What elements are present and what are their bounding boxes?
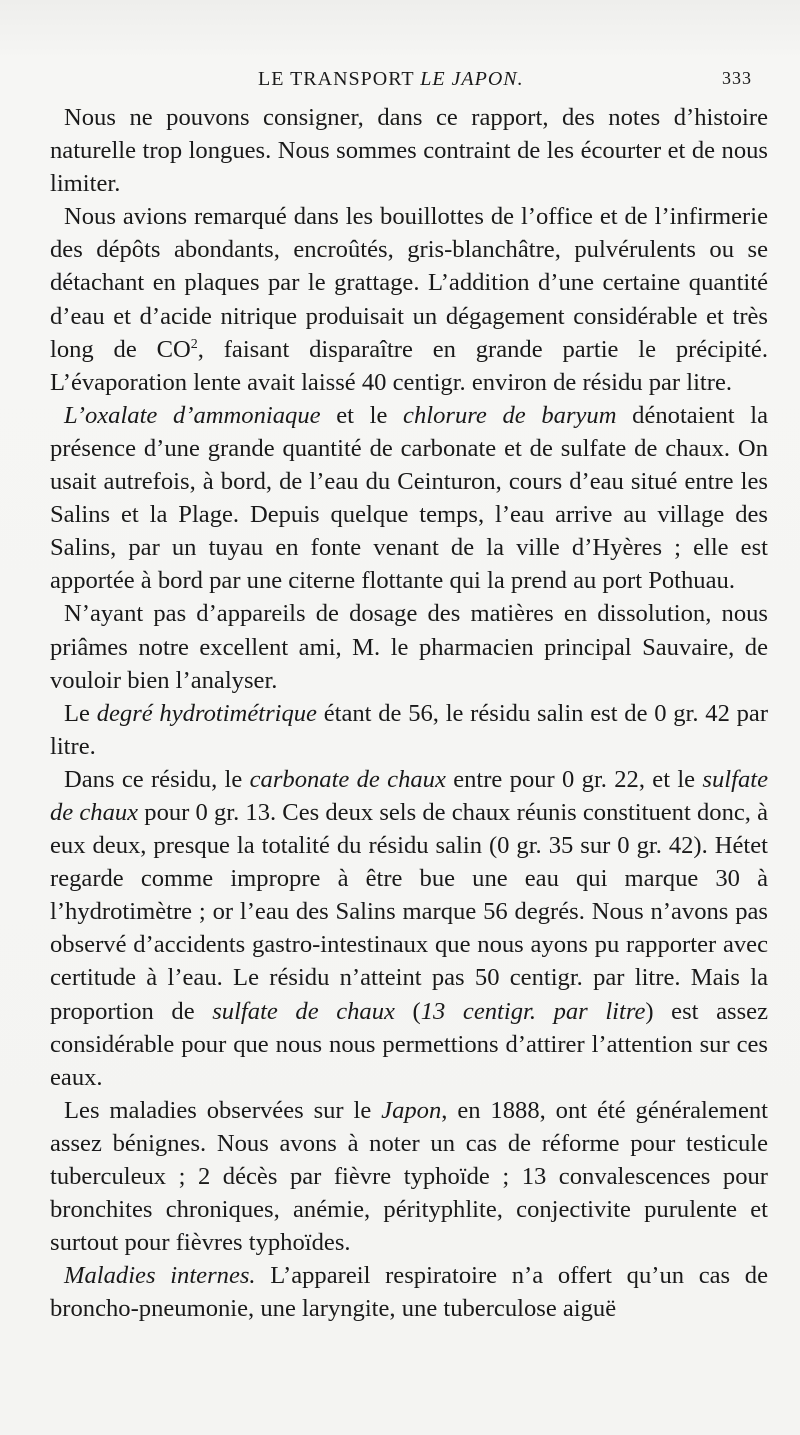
chlorure-term: chlorure de baryum (403, 401, 617, 429)
page-number: 333 (722, 68, 752, 88)
paragraph-4: N’ayant pas d’appareils de dosage des matières en dissolution, nous priâmes notre excellent ami, M. le pharmacien principal Sauvaire, de vouloir bien l’analyser. (50, 600, 768, 694)
paragraph-7 (50, 1094, 768, 1259)
paragraph-6-text-3: pour 0 gr. 13. Ces deux sels de chaux réunis constituent donc, à eux deux, presque la totalité du résidu salin (0 gr. 35 sur 0 gr. 42). Hétet regarde comme impropre à être bue une eau qui marque 30 à l’hydrotimètre ; or l’eau des Salins marque 56 degrés. Nous n’avons pas observé d’accidents gastro-intestinaux que nous ayons pu rapporter avec certitude à l’eau. Le résidu n’atteint pas 50 centigr. par litre. Mais la proportion de (50, 798, 769, 1025)
carbonate-term: carbonate de chaux (249, 765, 446, 793)
body-text (50, 101, 768, 1325)
paragraph-6-text-1: Dans ce résidu, le (64, 765, 250, 793)
paragraph-5 (50, 697, 768, 763)
running-head (0, 64, 800, 94)
japon-term: Japon (381, 1096, 442, 1124)
paragraph-3-text-2: dénotaient la présence d’une grande quantité de carbonate et de sulfate de chaux. On usait autrefois, à bord, de l’eau du Ceinturon, cours d’eau situé entre les Salins et la Plage. Depuis quelque temps, l’eau arrive au village des Salins, par un tuyau en fonte venant de la ville d’Hyères ; elle est apportée à bord par une citerne flottante qui la prend au port Pothuau. (50, 401, 769, 595)
paragraph-3-text-1: et le (320, 401, 404, 429)
oxalate-term: L’oxalate d’ammoniaque (64, 401, 321, 429)
paragraph-1: Nous ne pouvons consigner, dans ce rapport, des notes d’histoire naturelle trop longues. Nous sommes contraint de les écourter et de nous limiter. (50, 104, 768, 198)
paragraph-3 (50, 399, 768, 598)
sulfate-term-1: sulfate de chaux (50, 765, 768, 826)
running-title-part2: LE JAPON. (420, 68, 524, 90)
paragraph-7-text-2: , en 1888, ont été généralement assez bénignes. Nous avons à noter un cas de réforme pour testicule tuberculeux ; 2 décès par fièvre typhoïde ; 13 convalescences pour bronchites chroniques, anémie, pérityphlite, conjectivite purulente et surtout pour fièvres typhoïdes. (50, 1096, 768, 1257)
co2-superscript: 2 (190, 336, 198, 352)
paragraph-2-text-a: Nous avions remarqué dans les bouillottes de l’office et de l’infirmerie des dépôts abondants, encroûtés, gris-blanchâtre, pulvérulents ou se détachant en plaques par le grattage. L’addition d’une certaine quantité d’eau et d’acide nitrique produisait un dégagement considérable et très long de CO (50, 203, 768, 363)
paragraph-6-text-4: ( (394, 997, 421, 1025)
paragraph-2-text-b: , faisant disparaître en grande partie le précipité. L’évaporation lente avait laissé 40 centigr. environ de résidu par litre. (50, 335, 768, 396)
paragraph-5-text-1: Le (64, 699, 97, 727)
maladies-internes-heading: Maladies internes. (64, 1262, 256, 1290)
centigr-term: 13 centigr. par litre (420, 997, 646, 1025)
paragraph-5-text-2: étant de 56, le résidu salin est de 0 gr. 42 par litre. (50, 699, 769, 760)
paragraph-6-text-5: ) est assez considérable pour que nous nous permettions d’attirer l’attention sur ces eaux. (50, 997, 768, 1091)
degre-term: degré hydrotimétrique (96, 699, 317, 727)
paragraph-8 (50, 1259, 768, 1325)
paragraph-2 (50, 200, 768, 399)
paragraph-7-text-1: Les maladies observées sur le (64, 1096, 382, 1124)
paragraph-8-text-1: L’appareil respiratoire n’a offert qu’un cas de broncho-pneumonie, une laryngite, une tuberculose aiguë (50, 1262, 768, 1323)
paragraph-6 (50, 763, 768, 1094)
running-title (258, 68, 524, 91)
sulfate-term-2: sulfate de chaux (212, 997, 395, 1025)
paragraph-6-text-2: entre pour 0 gr. 22, et le (445, 765, 703, 793)
running-title-part1: LE TRANSPORT (258, 68, 421, 90)
